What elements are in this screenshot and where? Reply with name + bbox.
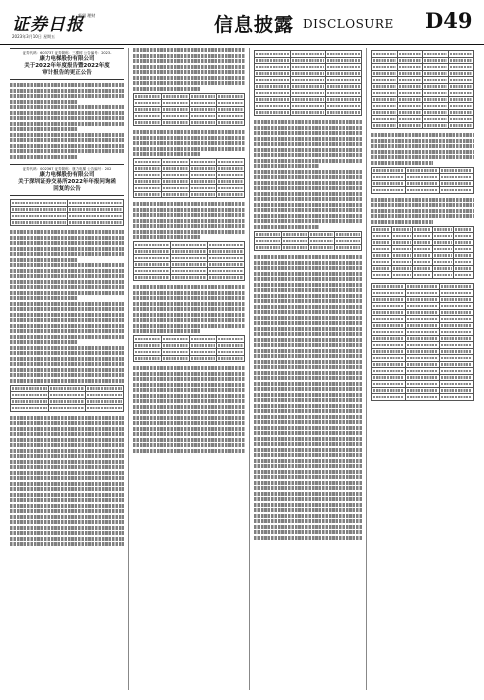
logo-subtitle: 新闻 理财	[78, 13, 96, 18]
article-body	[10, 83, 124, 164]
column-2	[133, 48, 245, 690]
data-table	[254, 50, 362, 116]
data-table	[10, 199, 124, 226]
data-table	[133, 158, 245, 198]
issue-date: 2023年3月10日 星期五	[12, 34, 56, 39]
article-title: 关于2022年年度报告暨2022年度	[24, 63, 110, 69]
data-table	[371, 167, 474, 194]
article-body	[254, 255, 362, 540]
data-table	[133, 93, 245, 127]
article-title: 审计报告的更正公告	[42, 70, 92, 76]
newspaper-logo: 证券日报	[12, 15, 84, 35]
article-body	[371, 198, 474, 224]
article-body	[133, 285, 245, 333]
column-4	[371, 48, 474, 690]
article-code-line: 证券代码：603737 证券简称：三棵树 公告编号：2023-	[22, 51, 112, 55]
data-table	[133, 241, 245, 281]
column-divider	[366, 48, 367, 690]
article-body	[133, 48, 245, 91]
article-body	[10, 230, 124, 383]
page-content	[10, 48, 474, 690]
data-table	[10, 385, 124, 412]
column-divider	[249, 48, 250, 690]
data-table	[133, 335, 245, 362]
column-1	[10, 48, 124, 690]
article-body	[371, 133, 474, 165]
article-title: 关于深圳证券交易所2022年年报问询函	[18, 179, 116, 185]
article-body	[133, 202, 245, 239]
data-table	[371, 226, 474, 279]
column-divider	[128, 48, 129, 690]
data-table	[254, 231, 362, 252]
column-3	[254, 48, 362, 690]
data-table	[371, 50, 474, 129]
article-body	[133, 366, 245, 453]
article-header	[10, 48, 124, 80]
article-body	[133, 130, 245, 156]
article-code-line: 证券代码：002367 证券简称：康力电梯 公告编号：202	[22, 167, 112, 171]
masthead	[0, 0, 484, 45]
section-title-english: DISCLOSURE	[303, 17, 394, 31]
article-body	[254, 120, 362, 229]
article-title: 康力电梯股份有限公司	[39, 172, 95, 178]
article-title: 回复的公告	[53, 186, 81, 192]
article-header	[10, 164, 124, 196]
page-number: D49	[425, 8, 473, 33]
data-table	[371, 283, 474, 401]
article-body	[10, 416, 124, 547]
section-title: 信息披露	[214, 14, 295, 36]
article-title: 康力电梯股份有限公司	[39, 56, 95, 62]
